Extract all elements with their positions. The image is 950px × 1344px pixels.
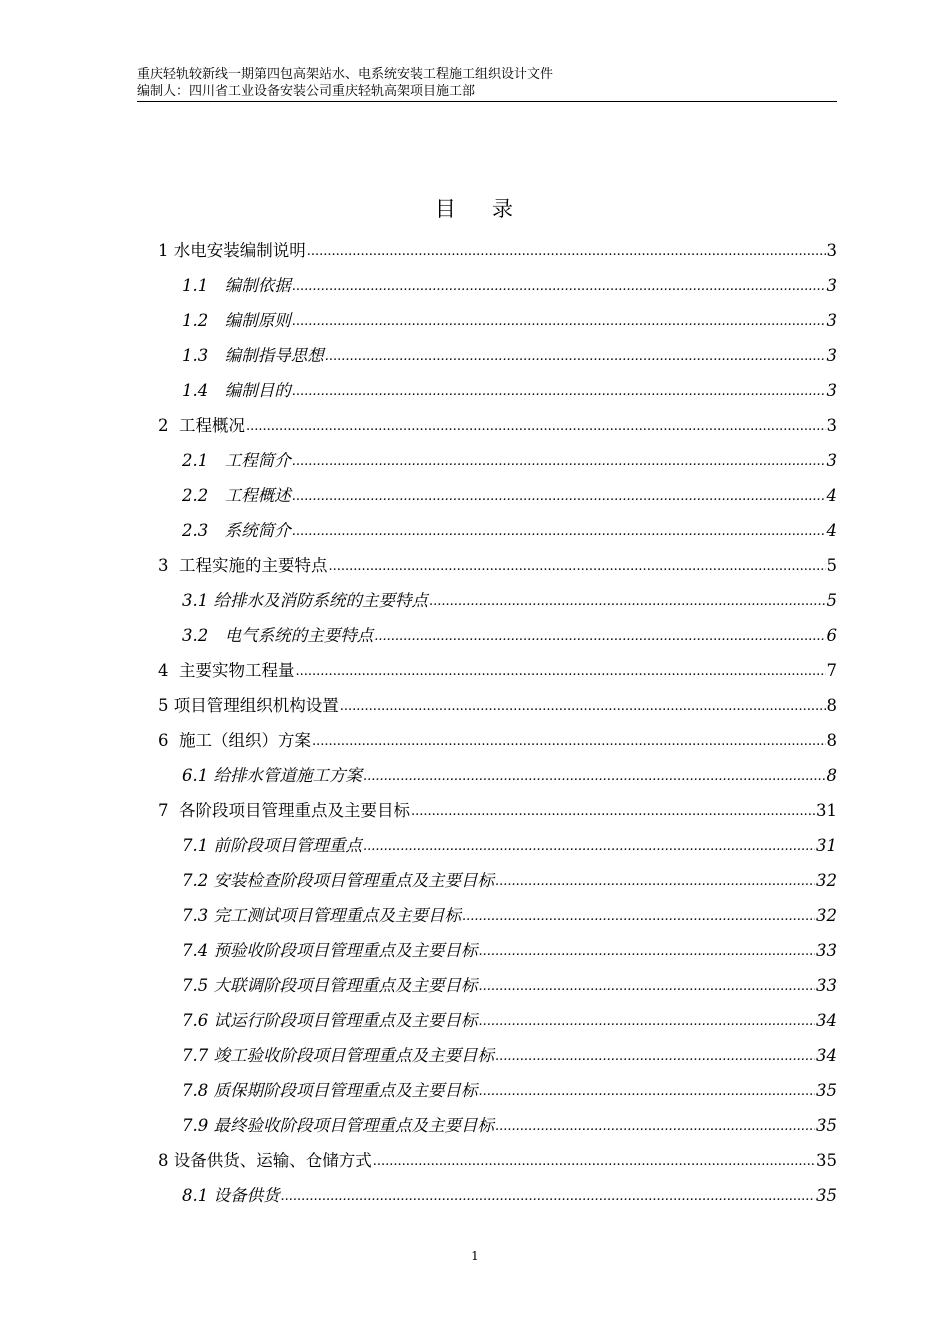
toc-entry-page: 35 bbox=[816, 1151, 837, 1170]
toc-entry[interactable] bbox=[158, 613, 837, 648]
toc-entry-page: 31 bbox=[816, 836, 837, 855]
toc-leader-dots bbox=[307, 241, 826, 263]
toc-entry[interactable] bbox=[158, 823, 837, 858]
toc-entry-page: 4 bbox=[826, 486, 837, 505]
toc-leader-dots bbox=[312, 731, 826, 753]
toc-entry-label: 1 水电安装编制说明 bbox=[158, 241, 306, 260]
toc-entry-page: 32 bbox=[816, 906, 837, 925]
toc-leader-dots bbox=[479, 1081, 816, 1103]
toc-leader-dots bbox=[296, 661, 826, 683]
toc-entry-label: 2.3 系统简介 bbox=[182, 521, 291, 540]
toc-entry-page: 8 bbox=[826, 696, 837, 715]
toc-entry[interactable] bbox=[158, 438, 837, 473]
toc-entry[interactable] bbox=[158, 1173, 837, 1208]
toc-leader-dots bbox=[429, 591, 826, 613]
toc-entry[interactable] bbox=[158, 578, 837, 613]
toc-entry-label: 7 各阶段项目管理重点及主要目标 bbox=[158, 801, 410, 820]
toc-leader-dots bbox=[325, 346, 826, 368]
toc-entry-label: 2.2 工程概述 bbox=[182, 486, 291, 505]
toc-leader-dots bbox=[292, 381, 826, 403]
toc-leader-dots bbox=[292, 521, 826, 543]
toc-leader-dots bbox=[329, 556, 826, 578]
toc-entry-page: 33 bbox=[816, 941, 837, 960]
toc-entry[interactable] bbox=[158, 298, 837, 333]
toc-entry[interactable] bbox=[158, 508, 837, 543]
toc-entry[interactable] bbox=[158, 1033, 837, 1068]
toc-entry-label: 1.1 编制依据 bbox=[182, 276, 291, 295]
toc-entry-label: 1.2 编制原则 bbox=[182, 311, 291, 330]
toc-entry[interactable] bbox=[158, 963, 837, 998]
toc-leader-dots bbox=[495, 871, 815, 893]
toc-entry[interactable] bbox=[158, 998, 837, 1033]
toc-entry[interactable] bbox=[158, 753, 837, 788]
toc-leader-dots bbox=[495, 1046, 815, 1068]
toc-entry-label: 7.5 大联调阶段项目管理重点及主要目标 bbox=[182, 976, 478, 995]
toc-entry-page: 3 bbox=[826, 346, 837, 365]
toc-entry-page: 3 bbox=[826, 276, 837, 295]
toc-entry-label: 1.4 编制目的 bbox=[182, 381, 291, 400]
toc-entry[interactable] bbox=[158, 263, 837, 298]
toc-entry[interactable] bbox=[158, 473, 837, 508]
toc-entry[interactable] bbox=[158, 1068, 837, 1103]
toc-entry-label: 7.4 预验收阶段项目管理重点及主要目标 bbox=[182, 941, 478, 960]
toc-entry-page: 31 bbox=[816, 801, 837, 820]
toc-entry-page: 7 bbox=[826, 661, 837, 680]
page-header bbox=[137, 66, 837, 102]
toc-entry-page: 3 bbox=[826, 416, 837, 435]
toc-leader-dots bbox=[292, 311, 826, 333]
toc-entry-page: 33 bbox=[816, 976, 837, 995]
toc-entry-page: 3 bbox=[826, 451, 837, 470]
toc-entry-page: 8 bbox=[826, 731, 837, 750]
toc-leader-dots bbox=[373, 1151, 815, 1173]
toc-entry[interactable] bbox=[158, 858, 837, 893]
toc-entry-page: 6 bbox=[826, 626, 837, 645]
toc-entry-page: 3 bbox=[826, 311, 837, 330]
toc-leader-dots bbox=[374, 626, 825, 648]
toc-entry[interactable] bbox=[158, 1103, 837, 1138]
toc-entry-label: 7.9 最终验收阶段项目管理重点及主要目标 bbox=[182, 1116, 494, 1135]
toc-entry-label: 4 主要实物工程量 bbox=[158, 661, 295, 680]
toc-entry-label: 3 工程实施的主要特点 bbox=[158, 556, 328, 575]
toc-entry-page: 4 bbox=[826, 521, 837, 540]
toc-leader-dots bbox=[246, 416, 826, 438]
toc-leader-dots bbox=[411, 801, 815, 823]
toc-entry-label: 7.7 竣工验收阶段项目管理重点及主要目标 bbox=[182, 1046, 494, 1065]
toc-entry-page: 5 bbox=[826, 591, 837, 610]
toc-leader-dots bbox=[292, 486, 826, 508]
toc-entry-label: 2.1 工程简介 bbox=[182, 451, 291, 470]
toc-entry-page: 3 bbox=[826, 241, 837, 260]
toc-entry-label: 3.1 给排水及消防系统的主要特点 bbox=[182, 591, 428, 610]
toc-entry-label: 8.1 设备供货 bbox=[182, 1186, 280, 1205]
toc-entry[interactable] bbox=[158, 788, 837, 823]
toc-entry-label: 5 项目管理组织机构设置 bbox=[158, 696, 339, 715]
toc-entry[interactable] bbox=[158, 893, 837, 928]
toc-entry-label: 8 设备供货、运输、仓储方式 bbox=[158, 1151, 372, 1170]
toc-leader-dots bbox=[479, 976, 816, 998]
toc-leader-dots bbox=[281, 1186, 816, 1208]
toc-leader-dots bbox=[462, 906, 815, 928]
toc-entry-label: 3.2 电气系统的主要特点 bbox=[182, 626, 374, 645]
toc-entry[interactable] bbox=[158, 1138, 837, 1173]
header-document-title: 重庆轻轨较新线一期第四包高架站水、电系统安装工程施工组织设计文件 bbox=[137, 67, 554, 82]
toc-leader-dots bbox=[292, 451, 826, 473]
table-of-contents bbox=[158, 228, 837, 1208]
toc-entry[interactable] bbox=[158, 333, 837, 368]
toc-entry-page: 5 bbox=[826, 556, 837, 575]
header-author: 编制人：四川省工业设备安装公司重庆轻轨高架项目施工部 bbox=[137, 84, 476, 99]
toc-entry-label: 6.1 给排水管道施工方案 bbox=[182, 766, 362, 785]
toc-entry[interactable] bbox=[158, 228, 837, 263]
toc-entry-label: 7.1 前阶段项目管理重点 bbox=[182, 836, 362, 855]
toc-entry-page: 3 bbox=[826, 381, 837, 400]
toc-leader-dots bbox=[479, 941, 816, 963]
toc-entry-page: 35 bbox=[816, 1116, 837, 1135]
toc-entry-label: 7.8 质保期阶段项目管理重点及主要目标 bbox=[182, 1081, 478, 1100]
toc-leader-dots bbox=[479, 1011, 816, 1033]
toc-title-part2: 录 bbox=[492, 197, 516, 221]
toc-entry[interactable] bbox=[158, 648, 837, 683]
toc-entry[interactable] bbox=[158, 928, 837, 963]
toc-leader-dots bbox=[363, 836, 815, 858]
toc-title-part1: 目 bbox=[434, 197, 458, 221]
toc-entry-label: 6 施工（组织）方案 bbox=[158, 731, 311, 750]
toc-entry-label: 7.2 安装检查阶段项目管理重点及主要目标 bbox=[182, 871, 494, 890]
toc-entry[interactable] bbox=[158, 543, 837, 578]
toc-entry-page: 34 bbox=[816, 1011, 837, 1030]
toc-entry[interactable] bbox=[158, 403, 837, 438]
toc-leader-dots bbox=[363, 766, 826, 788]
toc-entry[interactable] bbox=[158, 368, 837, 403]
toc-entry[interactable] bbox=[158, 683, 837, 718]
toc-title bbox=[0, 193, 950, 223]
toc-entry-label: 7.6 试运行阶段项目管理重点及主要目标 bbox=[182, 1011, 478, 1030]
toc-entry[interactable] bbox=[158, 718, 837, 753]
page-number: 1 bbox=[471, 1249, 479, 1263]
toc-entry-page: 35 bbox=[816, 1186, 837, 1205]
toc-entry-page: 32 bbox=[816, 871, 837, 890]
toc-entry-label: 2 工程概况 bbox=[158, 416, 245, 435]
toc-leader-dots bbox=[340, 696, 826, 718]
toc-entry-label: 7.3 完工测试项目管理重点及主要目标 bbox=[182, 906, 461, 925]
toc-entry-page: 34 bbox=[816, 1046, 837, 1065]
toc-leader-dots bbox=[292, 276, 826, 298]
toc-leader-dots bbox=[495, 1116, 815, 1138]
toc-entry-page: 8 bbox=[826, 766, 837, 785]
toc-entry-page: 35 bbox=[816, 1081, 837, 1100]
toc-entry-label: 1.3 编制指导思想 bbox=[182, 346, 324, 365]
